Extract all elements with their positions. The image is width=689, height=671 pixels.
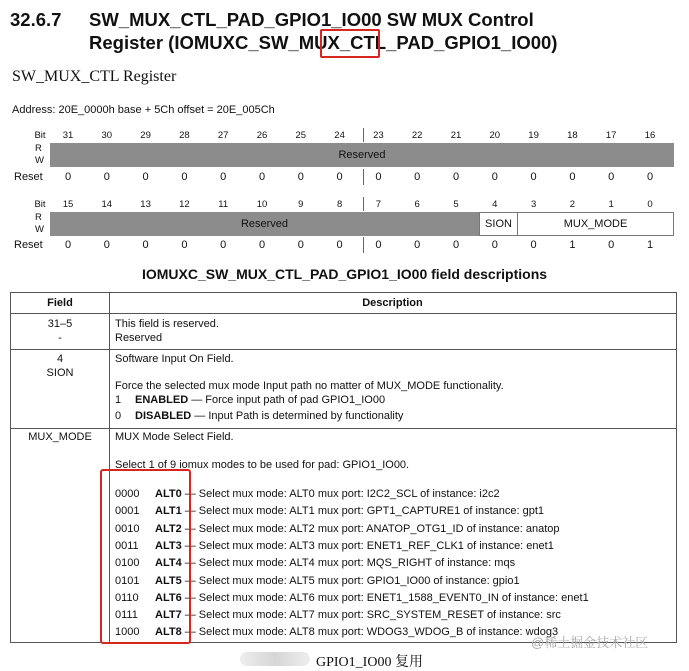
sion-option-disabled: [115, 409, 403, 424]
bit-number: 11: [218, 199, 229, 210]
bit-number: 30: [101, 130, 113, 141]
reserved-label-lower: Reserved: [240, 218, 289, 230]
reset-value: 0: [491, 171, 498, 183]
sion-opt0-num: 0: [115, 410, 122, 422]
mode-alt: ALT6: [155, 591, 182, 604]
mode-code: 0010: [115, 522, 140, 535]
mode-text: — Select mux mode: ALT2 mux port: ANATOP_OTG1_ID of instance: anatop: [181, 522, 560, 535]
reset-value: 0: [530, 171, 537, 183]
reset-value: 0: [64, 171, 72, 183]
watermark: @稀土掘金技术社区: [531, 635, 649, 650]
reserved-field-lower: [50, 212, 479, 236]
reset-value: 0: [64, 239, 72, 251]
desc-mux-a: MUX Mode Select Field.: [115, 431, 234, 443]
register-address: Address: 20E_0000h base + 5Ch offset = 20E_005Ch: [12, 104, 275, 116]
desc-31-5-b: Reserved: [115, 332, 163, 344]
bit-number: 6: [414, 199, 420, 210]
reset-value: 0: [220, 171, 227, 183]
mode-text: — Select mux mode: ALT3 mux port: ENET1_REF_CLK1 of instance: enet1: [181, 539, 554, 552]
field-4: 4: [56, 353, 64, 365]
bit-number: 25: [295, 130, 307, 141]
mode-alt: ALT2: [155, 522, 182, 535]
reserved-field-upper: [50, 143, 674, 167]
row-rule: [11, 428, 676, 429]
bit-number: 15: [62, 199, 74, 210]
desc-31-5-a: This field is reserved.: [115, 318, 219, 330]
reset-value: 0: [142, 171, 149, 183]
row-rule: [11, 349, 676, 350]
desc-sion-b: Force the selected mux mode Input path no matter of MUX_MODE functionality.: [115, 380, 504, 392]
bit-number: 12: [179, 199, 190, 210]
heading-mux-highlight: MUX: [298, 32, 340, 53]
reset-value: 0: [646, 171, 654, 183]
reset-value: 0: [530, 239, 537, 251]
bit-number: 14: [101, 199, 113, 210]
heading-line-2-post: _CTL_PAD_GPIO1_IO00): [339, 32, 558, 53]
bit-separator: [363, 197, 364, 211]
section-number: 32.6.7: [10, 9, 62, 30]
bit-number: 3: [530, 199, 537, 210]
field-31-5: 31–5: [47, 318, 73, 330]
reset-value: 0: [142, 239, 149, 251]
bit-number: 20: [489, 130, 501, 141]
mode-text: — Select mux mode: ALT6 mux port: ENET1_1588_EVENT0_IN of instance: enet1: [181, 591, 589, 604]
reset-value: 0: [375, 171, 382, 183]
reset-value: 1: [569, 239, 576, 251]
r-label: R: [35, 212, 42, 223]
reset-value: 0: [608, 171, 615, 183]
sion-opt1-num: 1: [115, 394, 122, 406]
register-subtitle: SW_MUX_CTL Register: [12, 68, 177, 85]
bit-number: 17: [605, 130, 617, 141]
reset-value: 0: [336, 171, 343, 183]
mode-code: 0001: [115, 505, 140, 518]
bit-separator: [363, 128, 364, 142]
mode-alt: ALT5: [155, 574, 182, 587]
reset-label: Reset: [14, 239, 43, 251]
r-label: R: [35, 143, 42, 154]
mode-code: 0110: [115, 591, 139, 604]
w-label: W: [35, 155, 44, 166]
bit-number: 4: [492, 199, 498, 210]
field-mux-mode: MUX_MODE: [28, 431, 92, 443]
bit-number: 8: [336, 199, 343, 210]
bit-number: 16: [644, 130, 656, 141]
sion-label: SION: [485, 218, 512, 230]
bit-number: 18: [567, 130, 578, 141]
bit-number: 28: [179, 130, 190, 141]
reset-value: 0: [375, 239, 382, 251]
bit-number: 23: [373, 130, 384, 141]
mode-text: — Select mux mode: ALT5 mux port: GPIO1_IO00 of instance: gpio1: [181, 574, 520, 587]
reset-value: 1: [646, 239, 654, 251]
mode-text: — Select mux mode: ALT1 mux port: GPT1_CAPTURE1 of instance: gpt1: [181, 505, 545, 518]
mode-alt: ALT8: [155, 626, 182, 639]
sion-opt1-text: — Force input path of pad GPIO1_IO00: [188, 394, 386, 406]
sion-opt0-text: — Input Path is determined by functionality: [191, 410, 404, 422]
bit-number: 10: [256, 199, 268, 210]
reset-value: 0: [258, 171, 266, 183]
header-rule: [11, 313, 676, 314]
reset-value: 0: [491, 239, 498, 251]
reset-value: 0: [336, 239, 343, 251]
mux-mode-label: MUX_MODE: [563, 218, 628, 230]
mode-code: 1000: [115, 626, 140, 639]
reset-value: 0: [103, 171, 110, 183]
mode-code: 0000: [115, 488, 140, 500]
bit-number: 21: [450, 130, 462, 141]
reset-value: 0: [414, 171, 421, 183]
bit-number: 29: [140, 130, 151, 141]
bit-number: 27: [217, 130, 229, 141]
reset-value: 0: [181, 239, 188, 251]
mode-code: 0111: [115, 609, 138, 622]
sion-field: [479, 212, 518, 236]
mode-code: 0101: [115, 574, 140, 587]
reset-value: 0: [297, 171, 304, 183]
bit-label: Bit: [34, 199, 46, 210]
mode-text: — Select mux mode: ALT7 mux port: SRC_SYSTEM_RESET of instance: src: [181, 609, 561, 622]
reset-value: 0: [297, 239, 304, 251]
bit-number: 1: [608, 199, 614, 210]
bit-number: 0: [647, 199, 653, 210]
reset-value: 0: [608, 239, 615, 251]
bit-number: 31: [62, 130, 74, 141]
mode-alt: ALT7: [155, 609, 182, 622]
w-label: W: [35, 224, 44, 235]
mode-code: 0100: [115, 557, 140, 570]
sion-opt0-name: DISABLED: [135, 410, 192, 422]
heading-line-2-pre: Register (IOMUXC_SW_: [89, 32, 299, 53]
reset-value: 0: [414, 239, 421, 251]
mode-alt: ALT4: [155, 557, 182, 570]
mode-alt: ALT1: [155, 505, 182, 518]
mode-code: 0011: [115, 539, 139, 552]
desc-sion-a: Software Input On Field.: [115, 353, 234, 365]
mode-text: — Select mux mode: ALT8 mux port: WDOG3_WDOG_B of instance: wdog3: [181, 626, 559, 639]
reset-value: 0: [220, 239, 227, 251]
reset-value: 0: [258, 239, 266, 251]
bit-number: 24: [334, 130, 345, 141]
bit-number: 2: [569, 199, 576, 210]
col-header-field: Field: [47, 297, 73, 309]
mux-mode-field: [518, 212, 674, 236]
desc-mux-b: Select 1 of 9 iomux modes to be used for pad: GPIO1_IO00.: [115, 459, 410, 471]
bit-number: 7: [375, 199, 382, 210]
mode-text: — Select mux mode: ALT0 mux port: I2C2_SCL of instance: i2c2: [181, 488, 500, 500]
reset-value: 0: [452, 239, 460, 251]
bit-number: 22: [411, 130, 423, 141]
reserved-label-upper: Reserved: [338, 149, 386, 161]
mode-alt: ALT0: [155, 488, 182, 500]
bit-number: 13: [140, 199, 151, 210]
bit-number: 19: [528, 130, 539, 141]
reset-value: 0: [181, 171, 188, 183]
bit-label: Bit: [34, 130, 46, 141]
mode-alt: ALT3: [155, 539, 182, 552]
figure-caption: GPIO1_IO00 复用: [316, 655, 423, 670]
bit-separator: [363, 237, 364, 253]
bit-number: 5: [453, 199, 459, 210]
reset-value: 0: [452, 171, 460, 183]
sion-option-enabled: [115, 393, 385, 408]
bit-number: 26: [256, 130, 268, 141]
reset-value: 0: [103, 239, 110, 251]
heading-line-1: SW_MUX_CTL_PAD_GPIO1_IO00 SW MUX Control: [89, 9, 534, 30]
reset-label: Reset: [14, 171, 43, 183]
mode-text: — Select mux mode: ALT4 mux port: MQS_RIGHT of instance: mqs: [181, 557, 516, 570]
table-title: IOMUXC_SW_MUX_CTL_PAD_GPIO1_IO00 field descriptions: [141, 266, 548, 282]
field-sion: SION: [46, 367, 74, 379]
sion-opt1-name: ENABLED: [135, 394, 189, 406]
alt-modes-highlight-box: [100, 469, 191, 644]
reset-value: 0: [569, 171, 576, 183]
field-31-5-sub: -: [58, 332, 62, 344]
caption-blur-mark: [240, 652, 310, 666]
bit-number: 9: [298, 199, 304, 210]
mux-highlight-box: [320, 29, 380, 58]
col-header-description: Description: [362, 297, 423, 309]
bit-separator: [363, 169, 364, 185]
